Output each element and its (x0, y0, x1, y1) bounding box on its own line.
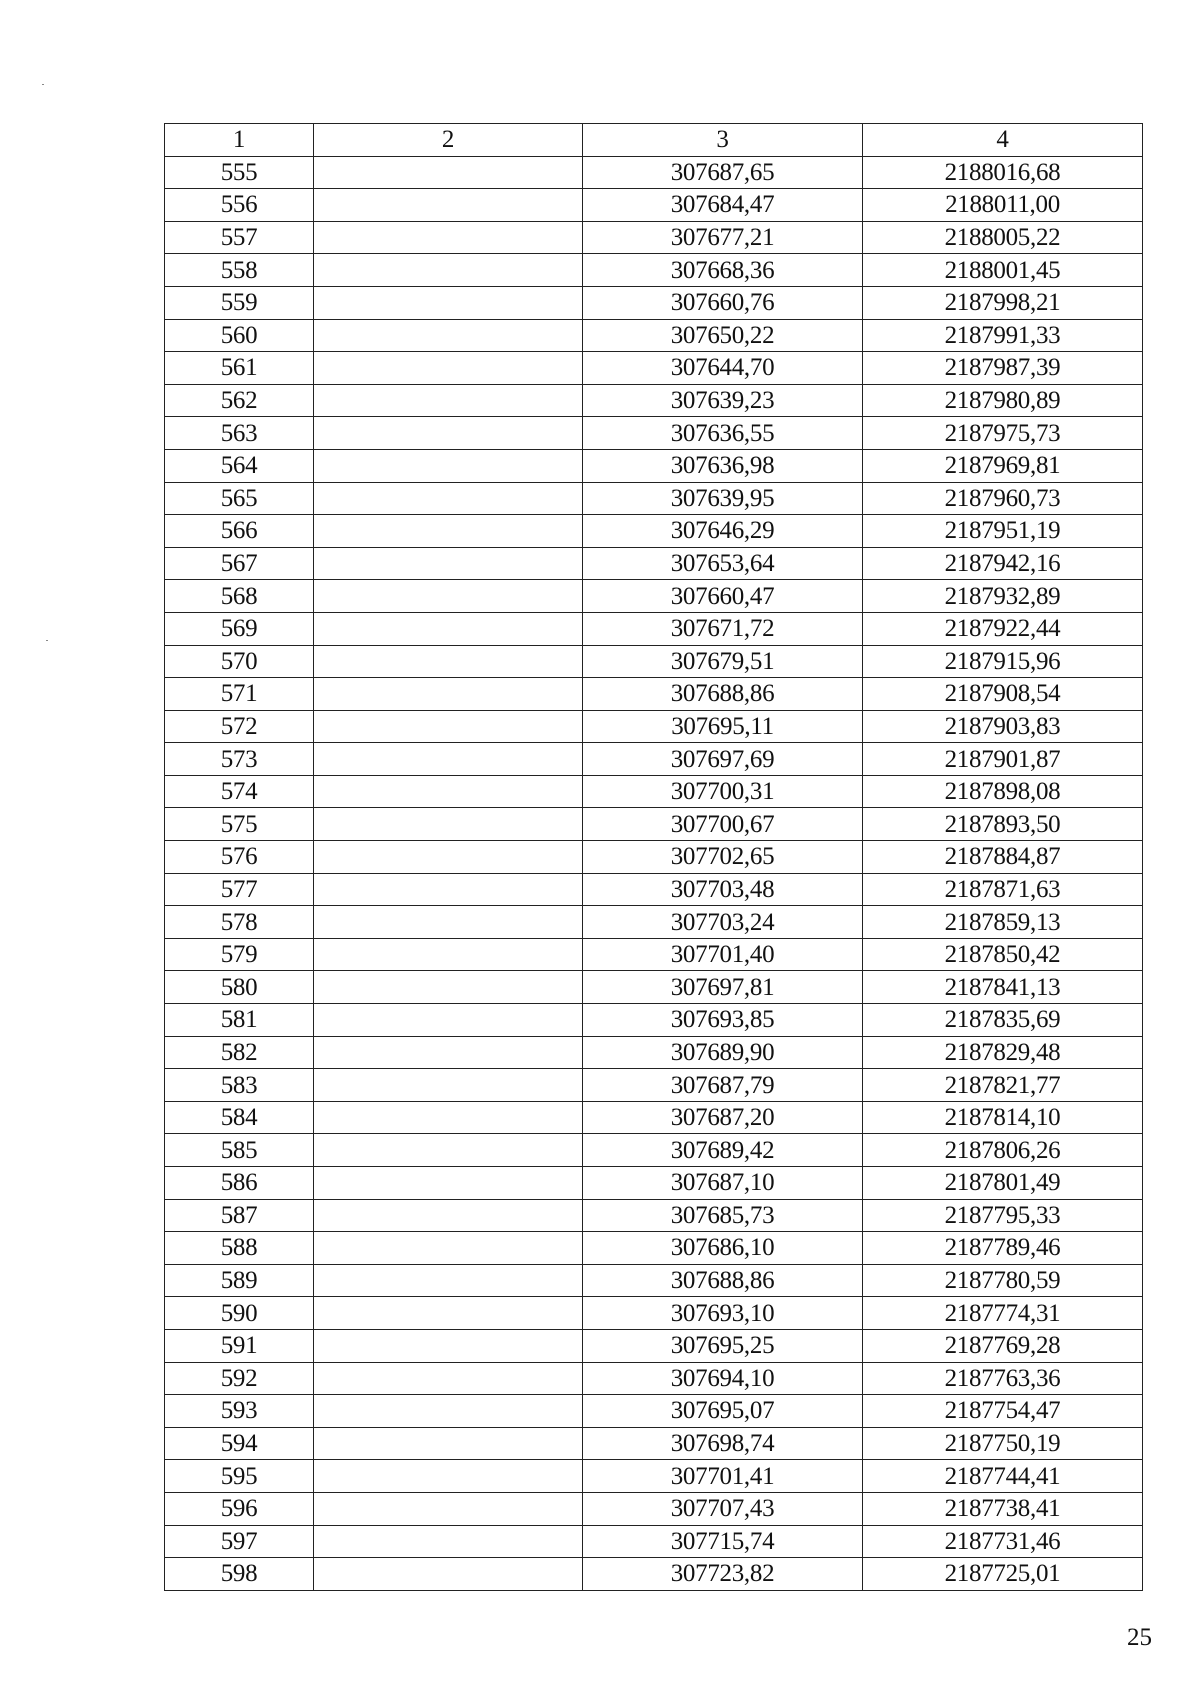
y-coordinate-cell: 2187932,89 (863, 580, 1143, 613)
x-coordinate-cell: 307684,47 (583, 189, 863, 222)
point-number-cell: 592 (165, 1362, 314, 1395)
y-coordinate-cell: 2187841,13 (863, 971, 1143, 1004)
empty-cell (314, 1264, 583, 1297)
x-coordinate-cell: 307679,51 (583, 645, 863, 678)
table-row (165, 775, 1143, 808)
empty-cell (314, 873, 583, 906)
point-number-cell: 581 (165, 1004, 314, 1037)
x-coordinate-cell: 307686,10 (583, 1232, 863, 1265)
y-coordinate-cell: 2187960,73 (863, 482, 1143, 515)
y-coordinate-cell: 2187744,41 (863, 1460, 1143, 1493)
empty-cell (314, 1460, 583, 1493)
x-coordinate-cell: 307689,42 (583, 1134, 863, 1167)
x-coordinate-cell: 307698,74 (583, 1427, 863, 1460)
point-number-cell: 579 (165, 938, 314, 971)
point-number-cell: 595 (165, 1460, 314, 1493)
table-row (165, 873, 1143, 906)
point-number-cell: 584 (165, 1101, 314, 1134)
y-coordinate-cell: 2188016,68 (863, 156, 1143, 189)
y-coordinate-cell: 2187893,50 (863, 808, 1143, 841)
table-row (165, 189, 1143, 222)
empty-cell (314, 710, 583, 743)
table-row (165, 1329, 1143, 1362)
x-coordinate-cell: 307644,70 (583, 352, 863, 385)
point-number-cell: 578 (165, 906, 314, 939)
x-coordinate-cell: 307695,25 (583, 1329, 863, 1362)
empty-cell (314, 971, 583, 1004)
x-coordinate-cell: 307668,36 (583, 254, 863, 287)
table-row (165, 580, 1143, 613)
empty-cell (314, 775, 583, 808)
point-number-cell: 567 (165, 547, 314, 580)
empty-cell (314, 1427, 583, 1460)
empty-cell (314, 580, 583, 613)
header-col-2: 2 (314, 124, 583, 157)
y-coordinate-cell: 2187951,19 (863, 515, 1143, 548)
empty-cell (314, 1134, 583, 1167)
empty-cell (314, 938, 583, 971)
point-number-cell: 576 (165, 841, 314, 874)
empty-cell (314, 1101, 583, 1134)
table-row (165, 645, 1143, 678)
point-number-cell: 566 (165, 515, 314, 548)
y-coordinate-cell: 2188011,00 (863, 189, 1143, 222)
empty-cell (314, 189, 583, 222)
point-number-cell: 562 (165, 384, 314, 417)
empty-cell (314, 645, 583, 678)
table-row (165, 1362, 1143, 1395)
empty-cell (314, 221, 583, 254)
empty-cell (314, 417, 583, 450)
table-row (165, 482, 1143, 515)
x-coordinate-cell: 307685,73 (583, 1199, 863, 1232)
y-coordinate-cell: 2187814,10 (863, 1101, 1143, 1134)
point-number-cell: 565 (165, 482, 314, 515)
point-number-cell: 568 (165, 580, 314, 613)
table-row (165, 449, 1143, 482)
header-row (165, 124, 1143, 157)
x-coordinate-cell: 307693,10 (583, 1297, 863, 1330)
table-row (165, 678, 1143, 711)
y-coordinate-cell: 2187774,31 (863, 1297, 1143, 1330)
table-row (165, 1427, 1143, 1460)
empty-cell (314, 1525, 583, 1558)
x-coordinate-cell: 307702,65 (583, 841, 863, 874)
point-number-cell: 585 (165, 1134, 314, 1167)
y-coordinate-cell: 2187980,89 (863, 384, 1143, 417)
point-number-cell: 594 (165, 1427, 314, 1460)
table-body (165, 156, 1143, 1590)
x-coordinate-cell: 307639,95 (583, 482, 863, 515)
y-coordinate-cell: 2187763,36 (863, 1362, 1143, 1395)
empty-cell (314, 808, 583, 841)
empty-cell (314, 1395, 583, 1428)
y-coordinate-cell: 2187738,41 (863, 1492, 1143, 1525)
x-coordinate-cell: 307660,47 (583, 580, 863, 613)
x-coordinate-cell: 307687,79 (583, 1069, 863, 1102)
y-coordinate-cell: 2187969,81 (863, 449, 1143, 482)
point-number-cell: 597 (165, 1525, 314, 1558)
point-number-cell: 583 (165, 1069, 314, 1102)
x-coordinate-cell: 307688,86 (583, 678, 863, 711)
y-coordinate-cell: 2187942,16 (863, 547, 1143, 580)
point-number-cell: 593 (165, 1395, 314, 1428)
empty-cell (314, 1492, 583, 1525)
point-number-cell: 560 (165, 319, 314, 352)
y-coordinate-cell: 2187806,26 (863, 1134, 1143, 1167)
table-row (165, 1036, 1143, 1069)
table-row (165, 417, 1143, 450)
empty-cell (314, 1362, 583, 1395)
y-coordinate-cell: 2187754,47 (863, 1395, 1143, 1428)
table-row (165, 808, 1143, 841)
table-row (165, 906, 1143, 939)
empty-cell (314, 1558, 583, 1591)
point-number-cell: 598 (165, 1558, 314, 1591)
point-number-cell: 582 (165, 1036, 314, 1069)
x-coordinate-cell: 307687,20 (583, 1101, 863, 1134)
table-row (165, 841, 1143, 874)
x-coordinate-cell: 307687,65 (583, 156, 863, 189)
y-coordinate-cell: 2187859,13 (863, 906, 1143, 939)
y-coordinate-cell: 2188005,22 (863, 221, 1143, 254)
x-coordinate-cell: 307636,98 (583, 449, 863, 482)
scan-speck (46, 640, 48, 641)
y-coordinate-cell: 2187750,19 (863, 1427, 1143, 1460)
x-coordinate-cell: 307694,10 (583, 1362, 863, 1395)
table-row (165, 1264, 1143, 1297)
empty-cell (314, 841, 583, 874)
y-coordinate-cell: 2187871,63 (863, 873, 1143, 906)
y-coordinate-cell: 2188001,45 (863, 254, 1143, 287)
table-row (165, 1101, 1143, 1134)
x-coordinate-cell: 307660,76 (583, 286, 863, 319)
point-number-cell: 559 (165, 286, 314, 319)
x-coordinate-cell: 307701,41 (583, 1460, 863, 1493)
empty-cell (314, 1004, 583, 1037)
x-coordinate-cell: 307653,64 (583, 547, 863, 580)
table-row (165, 1297, 1143, 1330)
table-row (165, 1525, 1143, 1558)
table-row (165, 938, 1143, 971)
point-number-cell: 572 (165, 710, 314, 743)
table-row (165, 1460, 1143, 1493)
y-coordinate-cell: 2187835,69 (863, 1004, 1143, 1037)
point-number-cell: 591 (165, 1329, 314, 1362)
point-number-cell: 557 (165, 221, 314, 254)
x-coordinate-cell: 307723,82 (583, 1558, 863, 1591)
empty-cell (314, 319, 583, 352)
point-number-cell: 587 (165, 1199, 314, 1232)
empty-cell (314, 515, 583, 548)
point-number-cell: 564 (165, 449, 314, 482)
empty-cell (314, 352, 583, 385)
empty-cell (314, 156, 583, 189)
y-coordinate-cell: 2187829,48 (863, 1036, 1143, 1069)
y-coordinate-cell: 2187780,59 (863, 1264, 1143, 1297)
table-row (165, 515, 1143, 548)
point-number-cell: 590 (165, 1297, 314, 1330)
x-coordinate-cell: 307697,69 (583, 743, 863, 776)
x-coordinate-cell: 307636,55 (583, 417, 863, 450)
y-coordinate-cell: 2187801,49 (863, 1167, 1143, 1200)
y-coordinate-cell: 2187769,28 (863, 1329, 1143, 1362)
x-coordinate-cell: 307703,24 (583, 906, 863, 939)
y-coordinate-cell: 2187884,87 (863, 841, 1143, 874)
point-number-cell: 569 (165, 612, 314, 645)
x-coordinate-cell: 307695,11 (583, 710, 863, 743)
x-coordinate-cell: 307650,22 (583, 319, 863, 352)
header-col-3: 3 (583, 124, 863, 157)
empty-cell (314, 906, 583, 939)
y-coordinate-cell: 2187725,01 (863, 1558, 1143, 1591)
point-number-cell: 589 (165, 1264, 314, 1297)
point-number-cell: 555 (165, 156, 314, 189)
y-coordinate-cell: 2187901,87 (863, 743, 1143, 776)
y-coordinate-cell: 2187922,44 (863, 612, 1143, 645)
x-coordinate-cell: 307703,48 (583, 873, 863, 906)
point-number-cell: 570 (165, 645, 314, 678)
point-number-cell: 571 (165, 678, 314, 711)
table-row (165, 547, 1143, 580)
table-row (165, 1199, 1143, 1232)
x-coordinate-cell: 307646,29 (583, 515, 863, 548)
x-coordinate-cell: 307697,81 (583, 971, 863, 1004)
x-coordinate-cell: 307677,21 (583, 221, 863, 254)
y-coordinate-cell: 2187903,83 (863, 710, 1143, 743)
y-coordinate-cell: 2187789,46 (863, 1232, 1143, 1265)
x-coordinate-cell: 307689,90 (583, 1036, 863, 1069)
empty-cell (314, 547, 583, 580)
point-number-cell: 580 (165, 971, 314, 1004)
x-coordinate-cell: 307707,43 (583, 1492, 863, 1525)
point-number-cell: 577 (165, 873, 314, 906)
table-row (165, 384, 1143, 417)
point-number-cell: 575 (165, 808, 314, 841)
x-coordinate-cell: 307639,23 (583, 384, 863, 417)
point-number-cell: 573 (165, 743, 314, 776)
table-row (165, 1232, 1143, 1265)
table-row (165, 1395, 1143, 1428)
y-coordinate-cell: 2187915,96 (863, 645, 1143, 678)
table-header (165, 124, 1143, 157)
point-number-cell: 574 (165, 775, 314, 808)
table-row (165, 352, 1143, 385)
table-row (165, 743, 1143, 776)
y-coordinate-cell: 2187898,08 (863, 775, 1143, 808)
empty-cell (314, 286, 583, 319)
x-coordinate-cell: 307701,40 (583, 938, 863, 971)
x-coordinate-cell: 307671,72 (583, 612, 863, 645)
x-coordinate-cell: 307715,74 (583, 1525, 863, 1558)
y-coordinate-cell: 2187821,77 (863, 1069, 1143, 1102)
empty-cell (314, 1329, 583, 1362)
header-col-4: 4 (863, 124, 1143, 157)
empty-cell (314, 1036, 583, 1069)
empty-cell (314, 743, 583, 776)
table-row (165, 612, 1143, 645)
empty-cell (314, 384, 583, 417)
scan-speck (42, 84, 44, 85)
x-coordinate-cell: 307688,86 (583, 1264, 863, 1297)
point-number-cell: 563 (165, 417, 314, 450)
table-row (165, 1558, 1143, 1591)
y-coordinate-cell: 2187908,54 (863, 678, 1143, 711)
x-coordinate-cell: 307700,67 (583, 808, 863, 841)
x-coordinate-cell: 307695,07 (583, 1395, 863, 1428)
y-coordinate-cell: 2187987,39 (863, 352, 1143, 385)
page-number: 25 (1127, 1624, 1152, 1651)
table-row (165, 254, 1143, 287)
table-row (165, 319, 1143, 352)
table-row (165, 1004, 1143, 1037)
coordinates-table (164, 123, 1143, 1591)
empty-cell (314, 678, 583, 711)
empty-cell (314, 612, 583, 645)
y-coordinate-cell: 2187731,46 (863, 1525, 1143, 1558)
x-coordinate-cell: 307687,10 (583, 1167, 863, 1200)
y-coordinate-cell: 2187850,42 (863, 938, 1143, 971)
empty-cell (314, 1167, 583, 1200)
table-row (165, 710, 1143, 743)
y-coordinate-cell: 2187795,33 (863, 1199, 1143, 1232)
table-row (165, 1134, 1143, 1167)
point-number-cell: 596 (165, 1492, 314, 1525)
point-number-cell: 588 (165, 1232, 314, 1265)
point-number-cell: 561 (165, 352, 314, 385)
empty-cell (314, 254, 583, 287)
table-row (165, 971, 1143, 1004)
y-coordinate-cell: 2187975,73 (863, 417, 1143, 450)
table-row (165, 1167, 1143, 1200)
table-row (165, 221, 1143, 254)
table-row (165, 156, 1143, 189)
empty-cell (314, 1297, 583, 1330)
y-coordinate-cell: 2187991,33 (863, 319, 1143, 352)
empty-cell (314, 1199, 583, 1232)
y-coordinate-cell: 2187998,21 (863, 286, 1143, 319)
point-number-cell: 556 (165, 189, 314, 222)
x-coordinate-cell: 307700,31 (583, 775, 863, 808)
table-row (165, 1492, 1143, 1525)
table-row (165, 1069, 1143, 1102)
empty-cell (314, 449, 583, 482)
point-number-cell: 586 (165, 1167, 314, 1200)
header-col-1: 1 (165, 124, 314, 157)
table-row (165, 286, 1143, 319)
x-coordinate-cell: 307693,85 (583, 1004, 863, 1037)
point-number-cell: 558 (165, 254, 314, 287)
empty-cell (314, 482, 583, 515)
empty-cell (314, 1069, 583, 1102)
empty-cell (314, 1232, 583, 1265)
